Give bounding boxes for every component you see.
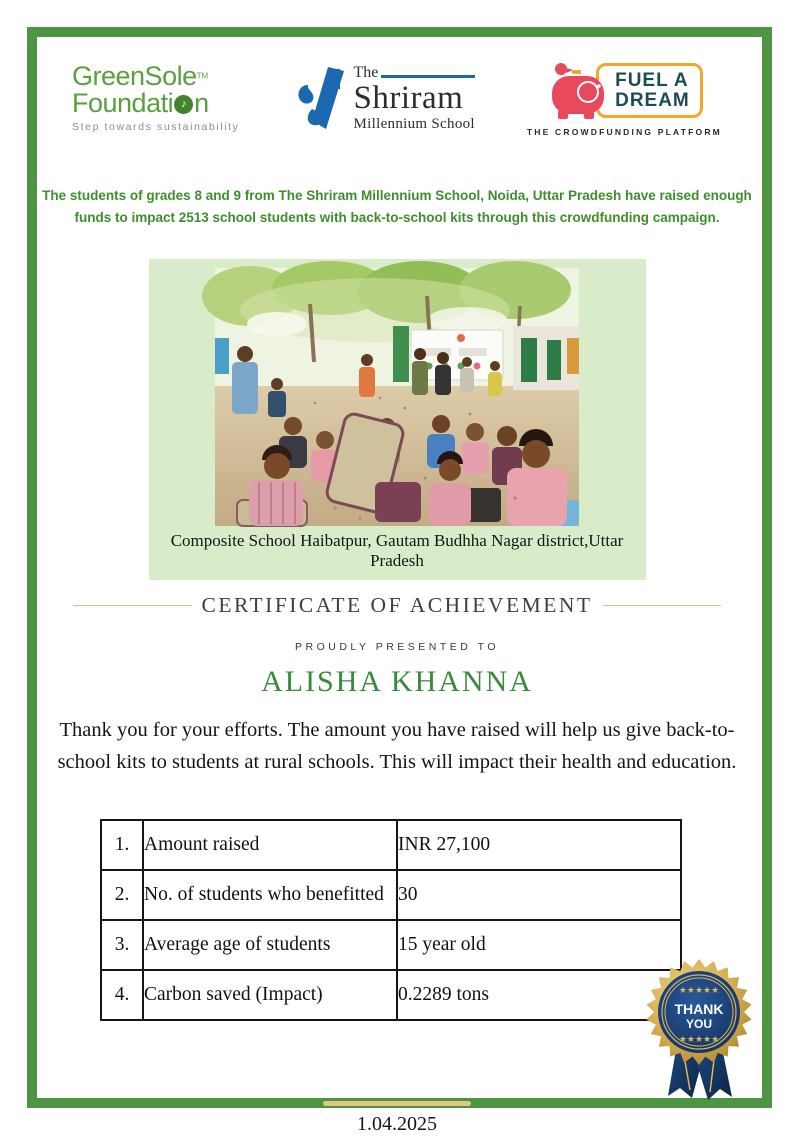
certificate-title: CERTIFICATE OF ACHIEVEMENT (201, 593, 593, 618)
fueladream-logo (527, 60, 722, 137)
badge-stars-top: ★★★★★ (678, 985, 720, 995)
row-value: INR 27,100 (397, 820, 681, 870)
thank-you-badge (628, 950, 770, 1102)
campaign-intro-text: The students of grades 8 and 9 from The Shriram Millennium School, Noida, Uttar Pradesh have raised enough funds to impact 2513 school students with back-to-school kits through this crowdfunding campaign. (42, 188, 752, 225)
table-row (101, 820, 681, 870)
badge-you: YOU (685, 1017, 713, 1031)
footer (37, 1101, 757, 1136)
greensole-foundation-logo (72, 63, 240, 133)
row-label: Average age of students (143, 920, 397, 970)
globe-icon: ♪ (174, 95, 193, 114)
gold-rule-right (603, 605, 722, 607)
row-number: 1. (101, 820, 143, 870)
row-number: 4. (101, 970, 143, 1020)
date-text: 1.04.2025 (357, 1112, 437, 1135)
shriram-subtitle: Millennium School (353, 115, 475, 132)
photo-caption: Composite School Haibatpur, Gautam Budhha Nagar district,Uttar Pradesh (170, 531, 624, 571)
row-label: Amount raised (143, 820, 397, 870)
shriram-school-logo (292, 65, 475, 132)
thank-you-message: Thank you for your efforts. The amount you have raised will help us give back-to-school kits to students at rural schools. This will impact their health and education. (57, 719, 737, 773)
row-value: 0.2289 tons (397, 970, 681, 1020)
shriram-the: The (353, 63, 379, 81)
badge-stars-bottom: ★★★★★ (678, 1034, 720, 1044)
fueladream-wordmark: FUEL A DREAM (596, 63, 703, 118)
table-row (101, 870, 681, 920)
greensole-name: GreenSole™ (72, 61, 209, 92)
gold-date-rule (323, 1101, 471, 1106)
shriram-name: Shriram (353, 79, 464, 116)
shriram-blue-line (381, 75, 474, 78)
certificate-heading-row (73, 593, 721, 618)
table-row (101, 970, 681, 1020)
greensole-foundation-word: Foundati ♪ n (72, 88, 209, 119)
school-children-photo (215, 268, 579, 526)
partner-logos-row (37, 55, 757, 141)
rosette-ribbon-icon (628, 950, 770, 1102)
presented-to-label: PROUDLY PRESENTED TO (294, 641, 499, 654)
recipient-name: ALISHA KHANNA (261, 665, 533, 699)
row-value: 15 year old (397, 920, 681, 970)
impact-stats-table (100, 819, 682, 1021)
greensole-tagline: Step towards sustainability (72, 121, 240, 134)
row-label: Carbon saved (Impact) (143, 970, 397, 1020)
row-value: 30 (397, 870, 681, 920)
table-row (101, 920, 681, 970)
row-number: 2. (101, 870, 143, 920)
badge-thank: THANK (674, 1001, 724, 1017)
gold-rule-left (73, 605, 192, 607)
school-photo-panel (149, 259, 646, 580)
fueladream-tagline: THE CROWDFUNDING PLATFORM (526, 126, 722, 137)
shriram-wordmark (354, 65, 475, 132)
row-number: 3. (101, 920, 143, 970)
shriram-devanagari-icon (292, 65, 348, 131)
elephant-piggybank-icon (546, 60, 610, 122)
row-label: No. of students who benefitted (143, 870, 397, 920)
